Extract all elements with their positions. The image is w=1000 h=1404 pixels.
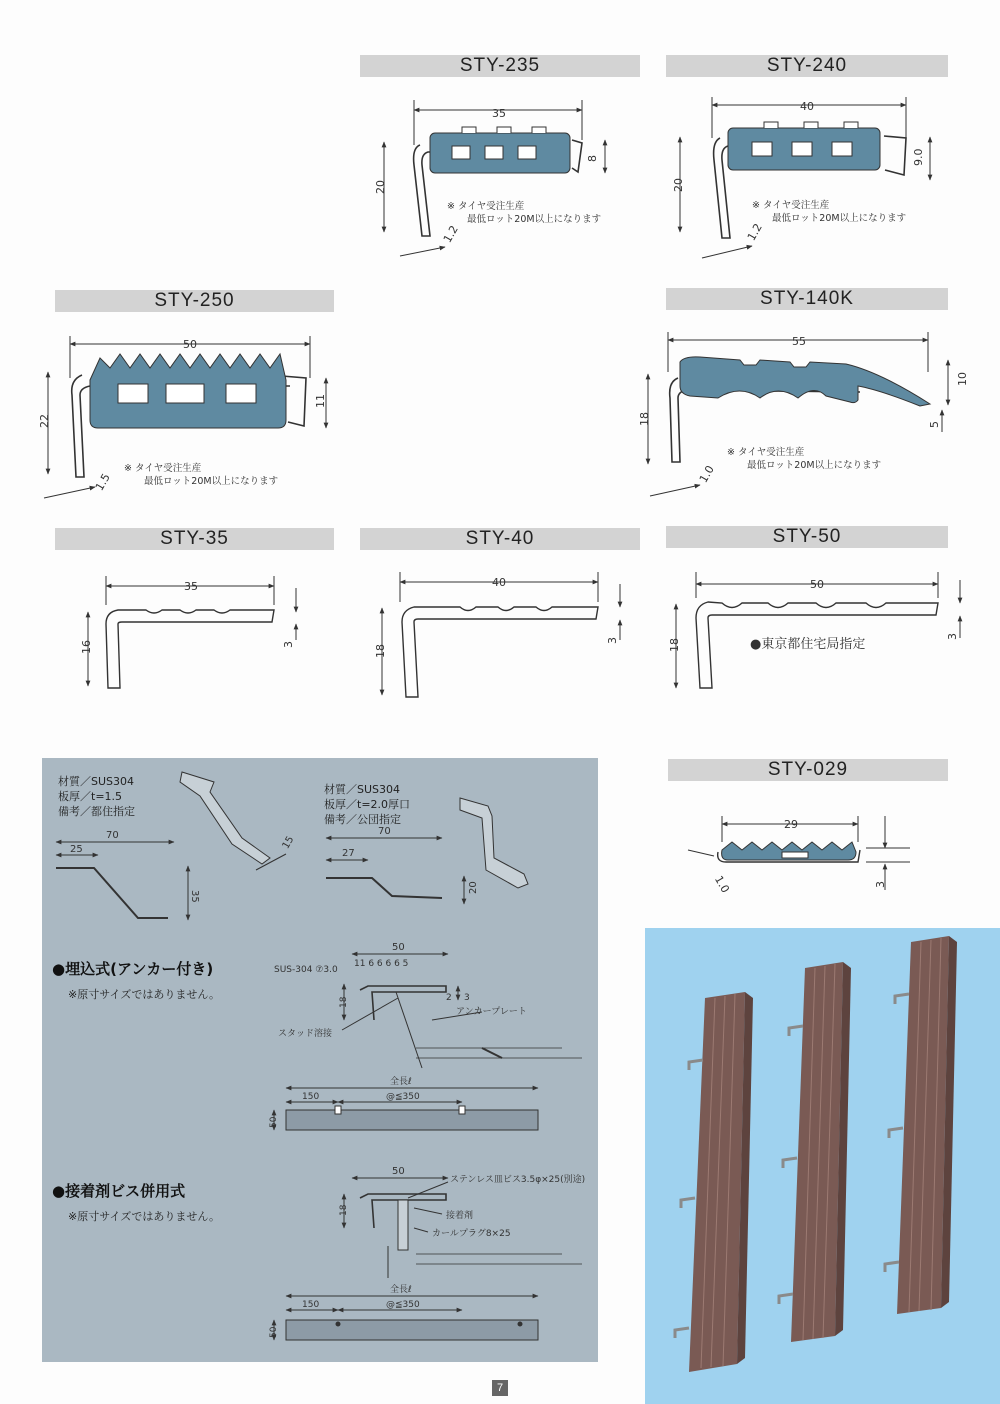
method1-anchor-label: アンカープレート [456,1007,527,1017]
title-sty-235: STY-235 [360,55,640,77]
dim-35-height: 16 [80,640,93,654]
title-sty-35: STY-35 [55,528,334,550]
profile-sty-029 [670,790,990,940]
method1-h2: 2 [446,993,452,1003]
method1-note: ※原寸サイズではありません。 [68,988,220,1001]
spec1-dim-15: 15 [280,834,297,851]
dim-240-thickness: 1.2 [744,221,765,243]
note-sty-240: ※ タイヤ受注生産 最低ロット20M以上になります [752,200,907,224]
method2-plug-label: カールプラグ8×25 [432,1229,511,1239]
dim-029-thickness: 3 [874,881,887,888]
dim-250-width: 50 [183,338,197,351]
dim-140k-height: 18 [638,412,651,426]
title-sty-240: STY-240 [666,55,948,77]
dim-250-depth: 11 [314,394,327,408]
product-photo [645,928,1000,1404]
method2-screw-label: ステンレス皿ビス3.5φ×25(別途) [450,1175,586,1185]
dim-40-thickness: 3 [606,637,619,644]
note-sty-250: ※ タイヤ受注生産 最低ロット20M以上になります [124,463,279,487]
dim-140k-tip: 5 [928,421,941,428]
spec1-dim-25: 25 [70,844,83,855]
spec2-dim-70: 70 [378,826,391,837]
page-number: 7 [492,1380,508,1396]
method1-height: 18 [339,996,349,1008]
dim-240-height: 20 [672,178,685,192]
title-sty-50: STY-50 [666,526,948,548]
profile-sty-235 [384,100,605,256]
dim-140k-width: 55 [792,335,806,348]
method2-width: 50 [392,1166,405,1177]
sty-50-designation-note: ●東京都住宅局指定 [750,637,866,652]
method2-dim-150: 150 [302,1300,320,1310]
spec1-text: 材質／SUS304 板厚／t=1.5 備考／都住指定 [58,775,135,818]
profile-sty-40 [382,572,620,697]
method1-dim-50: 50 [269,1116,279,1128]
method1-stud-label: スタッド溶接 [278,1029,333,1039]
method2-height: 18 [339,1204,349,1216]
note-sty-140k: ※ タイヤ受注生産 最低ロット20M以上になります [727,447,882,471]
dim-35-thickness: 3 [282,641,295,648]
method1-spacing: @≦350 [386,1092,420,1102]
title-sty-250: STY-250 [55,290,334,312]
method2-note: ※原寸サイズではありません。 [68,1210,220,1223]
dim-40-width: 40 [492,576,506,589]
dim-40-height: 18 [374,644,387,658]
method2-spacing: @≦350 [386,1300,420,1310]
method2-total-length: 全長ℓ [390,1285,412,1295]
dim-50-height: 18 [668,638,681,652]
dim-029-tread: 1.0 [711,873,732,896]
spec2-dim-20: 20 [468,881,479,894]
spec2-dim-27: 27 [342,848,355,859]
method2-title: ●接着剤ビス併用式 [52,1182,186,1200]
dim-235-depth: 8 [586,155,599,162]
method1-sus-label: SUS-304 ⑦3.0 [274,965,338,975]
dim-35-width: 35 [184,580,198,593]
dim-50-width: 50 [810,578,824,591]
method1-pitch: 11 6 6 6 6 5 [354,959,409,969]
note-sty-235: ※ タイヤ受注生産 最低ロット20M以上になります [447,201,602,225]
dim-235-width: 35 [492,107,506,120]
panel-drawings [42,758,598,1362]
method2-adhesive-label: 接着剤 [446,1211,474,1221]
method1-total-length: 全長ℓ [390,1077,412,1087]
dim-50-thickness: 3 [946,633,959,640]
dim-235-height: 20 [374,180,387,194]
dim-240-depth: 9.0 [912,148,925,166]
spec1-dim-70: 70 [106,830,119,841]
installation-spec-panel [42,758,598,1362]
title-sty-40: STY-40 [360,528,640,550]
dim-235-thickness: 1.2 [440,223,461,245]
dim-240-width: 40 [800,100,814,113]
nosing-photo-illustration [645,928,1000,1404]
dim-029-width: 29 [784,818,798,831]
spec1-dim-35: 35 [189,890,200,903]
method1-h3: 3 [464,993,470,1003]
spec2-text: 材質／SUS304 板厚／t=2.0厚口 備考／公団指定 [324,783,411,826]
title-sty-140k: STY-140K [666,288,948,310]
method1-dim-150: 150 [302,1092,320,1102]
method1-title: ●埋込式(アンカー付き) [52,960,214,978]
dim-140k-depth: 10 [956,372,969,386]
profile-sty-240 [680,97,930,258]
dim-140k-thickness: 1.0 [696,463,717,485]
method1-width: 50 [392,942,405,953]
dim-250-thickness: 1.5 [92,471,113,493]
title-sty-029: STY-029 [668,759,948,781]
method2-dim-50: 50 [269,1326,279,1338]
dim-250-height: 22 [38,414,51,428]
